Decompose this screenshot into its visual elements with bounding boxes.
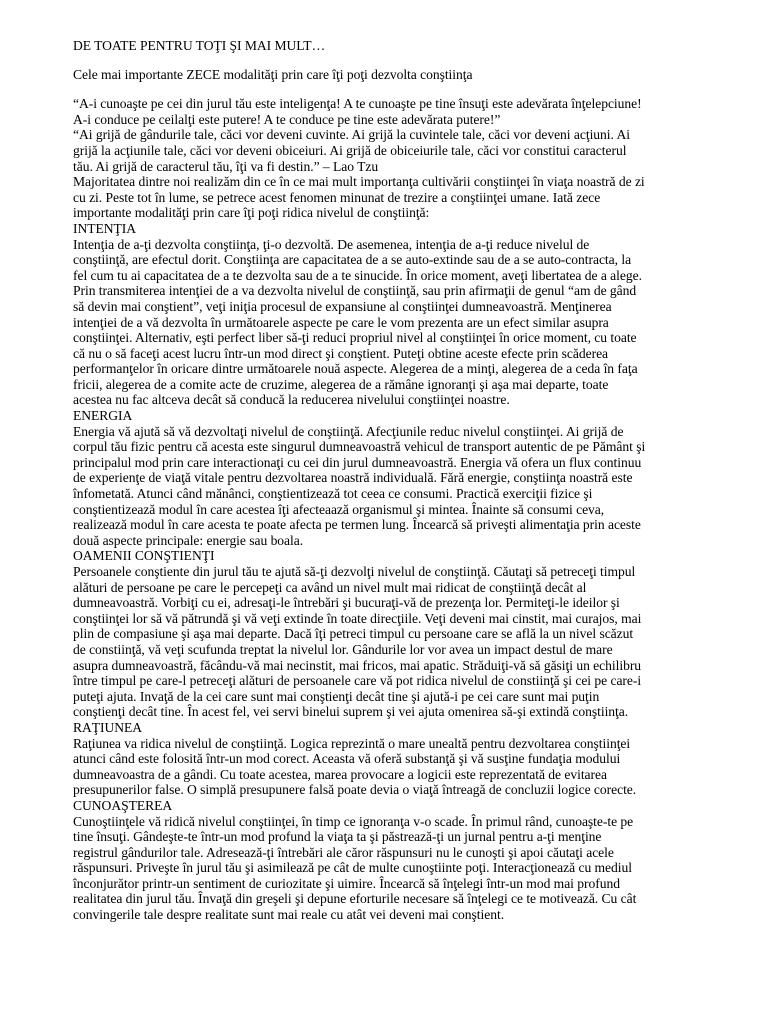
section-line: Persoanele conştiente din jurul tău te ajută să-ţi dezvolţi nivelul de conştiinţă. Căutaţi să petreceţi timpul (73, 564, 636, 579)
section-ratiunea (73, 720, 761, 798)
section-line: atunci când este folosită într-un mod corect. Aceasta vă oferă substanţă şi vă susţine fundaţia modului (73, 751, 621, 767)
document-subtitle: Cele mai importante ZECE modalităţi prin care îţi poţi dezvolta conştiinţa (73, 66, 473, 82)
quote-line: “A-i cunoaşte pe cei din jurul tău este inteligenţa! A te cunoaşte pe tine însuţi este adevărata înţelepciune! (73, 96, 642, 112)
section-line: înconjurător printr-un sentiment de curiozitate şi uimire. Încearcă să înţelegi într-un mod mai profund (73, 875, 620, 891)
section-line: Raţiunea va ridica nivelul de conştiinţă. Logica reprezintă o mare unealtă pentru dezvoltarea conştiinţei (73, 735, 631, 751)
section-oamenii-constienti (73, 548, 761, 720)
section-line: registrul gândurilor tale. Adresează-ţi întrebări ale căror răspunsuri nu le cunoşti şi apoi căutaţi acele (73, 844, 614, 860)
section-line: să devin mai conştient”, veţi iniţia procesul de expansiune al conştiinţei dumneavoastră. Menţinerea (73, 298, 612, 314)
section-line: asupra dumneavoastră, făcându-vă mai necinstit, mai fricos, mai apatic. Străduiţi-vă să găsiţi un echilibru (73, 657, 642, 673)
section-line: puteţi ajuta. Invaţă de la cei care sunt mai conştienţi decât tine şi ajută-i pe cei care sunt mai puţin (73, 688, 600, 704)
section-line: principalul mod prin care interactionaţi cu cei din jurul dumneavoastră. Energia vă ofera un flux continuu (73, 454, 642, 470)
section-line: conştienţi decât tine. În acest fel, vei servi binelui suprem şi vei ajuta omenirea să-şi extindă conştiinţa. (73, 704, 629, 720)
section-line: că nu o să faceţi acest lucru într-un mod direct şi conştient. Puteţi obtine aceste efecte prin scăderea (73, 345, 609, 361)
quote-line: “Ai grijă de gândurile tale, căci vor deveni cuvinte. Ai grijă la cuvintele tale, căci vor deveni acţiuni. Ai (73, 127, 630, 143)
section-line: răspunsuri. Priveşte în jurul tău şi asimilează pe cât de multe cunoştiinte poţi. Interacţionează cu mediul (73, 860, 632, 876)
section-line: intenţiei de a vă dezvolta în următoarele aspecte pe care le vom prezenta are un efect similar asupra (73, 314, 609, 330)
section-line: Prin transmiterea intenţiei de a va dezvolta nivelul de conştiinţă, sau prin afirmaţii de genul “am de gând (73, 283, 637, 299)
section-cunoasterea (73, 798, 761, 923)
section-line: fricii, alegerea de a comite acte de cruzime, alegerea de a rămâne ignoranţi şi aşa mai departe, toate (73, 376, 609, 392)
quote-line: grijă la acţiunile tale, căci vor deveni obiceiuri. Ai grijă de obiceiurile tale, căci vor constitui caracterul (73, 142, 627, 158)
section-heading: CUNOAŞTEREA (73, 797, 173, 813)
section-line: înfometată. Atunci când mănânci, conştientizează tot ceea ce consumi. Practică exerciţii fizice şi (73, 486, 593, 502)
document-title: DE TOATE PENTRU TOŢI ŞI MAI MULT… (73, 38, 326, 53)
quote-block (73, 96, 761, 174)
section-line: realizează modul în care acesta te poate afecta pe termen lung. Încearcă să priveşti alimentaţia prin aceste (73, 517, 641, 533)
intro-line: cu zi. Peste tot în lume, se petrece acest fenomen minunat de trezire a conştiinţei umane. Iată zece (73, 189, 601, 205)
section-line: între timpul pe care-l petreceţi alături de persoanele care vă pot ridica nivelul de constiinţă şi cei pe care-i (73, 673, 642, 689)
section-line: dumneavoastra de a gândi. Cu toate acestea, marea provocare a logicii este reprezentată de evitarea (73, 766, 607, 782)
quote-line: tău. Ai grijă de caracterul tău, îţi va fi destin.” – Lao Tzu (73, 158, 379, 174)
section-line: fel cum tu ai capacitatea de a te dezvolta sau de a te sinucide. În orice moment, aveţi libertatea de a alege. (73, 267, 642, 283)
intro-line: Majoritatea dintre noi realizăm din ce în ce mai mult importanţa cultivării conştiinţei în viaţa noastră de zi (73, 174, 645, 190)
section-line: corpul tău fizic pentru că acesta este singurul dumneavoastră vehicul de transport autentic de pe Pământ şi (73, 439, 646, 455)
section-line: plin de compasiune şi aşa mai departe. Dacă îţi petreci timpul cu persoane care se află la un nivel scăzut (73, 626, 634, 642)
section-line: acestea nu fac altceva decât să conducă la reducerea nivelului conştiinţei noastre. (73, 392, 510, 408)
section-heading: ENERGIA (73, 408, 133, 424)
intro-line: importante modalităţi prin care îţi poţi ridica nivelul de conştiinţă: (73, 205, 430, 221)
intro-paragraph (73, 174, 761, 221)
section-line: conştiinţei lor să vă pătrundă şi vă veţi extinde în toate direcţiile. Veţi deveni mai cinstit, mai curajos, mai (73, 610, 642, 626)
section-line: conştientizează modul în care acestea îţi afecteaază organismul şi mintea. Înainte să consumi ceva, (73, 501, 605, 517)
section-line: conştiinţă, are efectul dorit. Conştiinţa are capacitatea de a se auto-extinde sau de a se auto-contracta, la (73, 252, 632, 268)
section-line: două aspecte principale: energie sau boala. (73, 532, 304, 548)
section-line: realitatea din jurul tău. Învaţă din greşeli şi depune eforturile necesare să înţelegi ce te motivează. Cu cât (73, 891, 637, 907)
section-line: alături de persoane pe care le percepeţi ca având un nivel mult mai ridicat de conştiinţă decât al (73, 579, 587, 595)
section-energia (73, 408, 761, 548)
section-line: tine însuţi. Gândeşte-te într-un mod profund la viaţa ta şi păstrează-ţi un jurnal pentru a-ţi menţine (73, 829, 602, 845)
section-heading: OAMENII CONŞTIENŢI (73, 548, 215, 564)
quote-line: A-i conduce pe ceilalţi este putere! A te conduce pe tine este adevărata putere!” (73, 111, 501, 127)
section-line: Cunoştiinţele vă ridică nivelul conştiinţei, în timp ce ignoranţa v-o scade. În primul rând, cunoaşte-te pe (73, 813, 634, 829)
section-line: Energia vă ajută să vă dezvoltaţi nivelul de conştiinţă. Afecţiunile reduc nivelul conştiinţei. Ai grijă de (73, 423, 624, 439)
section-line: dumneavoastră. Vorbiţi cu ei, adresaţi-le întrebări şi bucuraţi-vă de prezenţa lor. Permiteţi-le ideilor şi (73, 595, 620, 611)
section-line: de constiinţă, vă veţi scufunda treptat la nivelul lor. Gândurile lor vor avea un impact destul de mare (73, 641, 613, 657)
section-line: convingerile tale despre realitate sunt mai reale cu atât vei deveni mai conştient. (73, 907, 505, 923)
section-line: performanţelor în oricare dintre următoarele nouă aspecte. Alegerea de a minţi, alegerea de a ceda în faţa (73, 361, 638, 377)
section-line: presupunerilor false. O simplă presupunere falsă poate devia o viaţă întreagă de concluzii logice corecte. (73, 782, 637, 798)
section-line: de experienţe de viaţă vitale pentru dezvoltarea noastră individuală. Fără energie, conştiinţa noastră este (73, 470, 633, 486)
section-line: Intenţia de a-ţi dezvolta conştiinţa, ţi-o dezvoltă. De asemenea, intenţia de a-ţi reduce nivelul de (73, 236, 590, 252)
section-heading: RAŢIUNEA (73, 719, 143, 735)
section-heading: INTENŢIA (73, 220, 137, 236)
document-page (73, 38, 761, 923)
section-line: conştiinţei. Alternativ, eşti perfect liber să-ţi reduci propriul nivel al conştiinţei în orice moment, cu toate (73, 330, 637, 346)
section-intentia (73, 221, 761, 408)
